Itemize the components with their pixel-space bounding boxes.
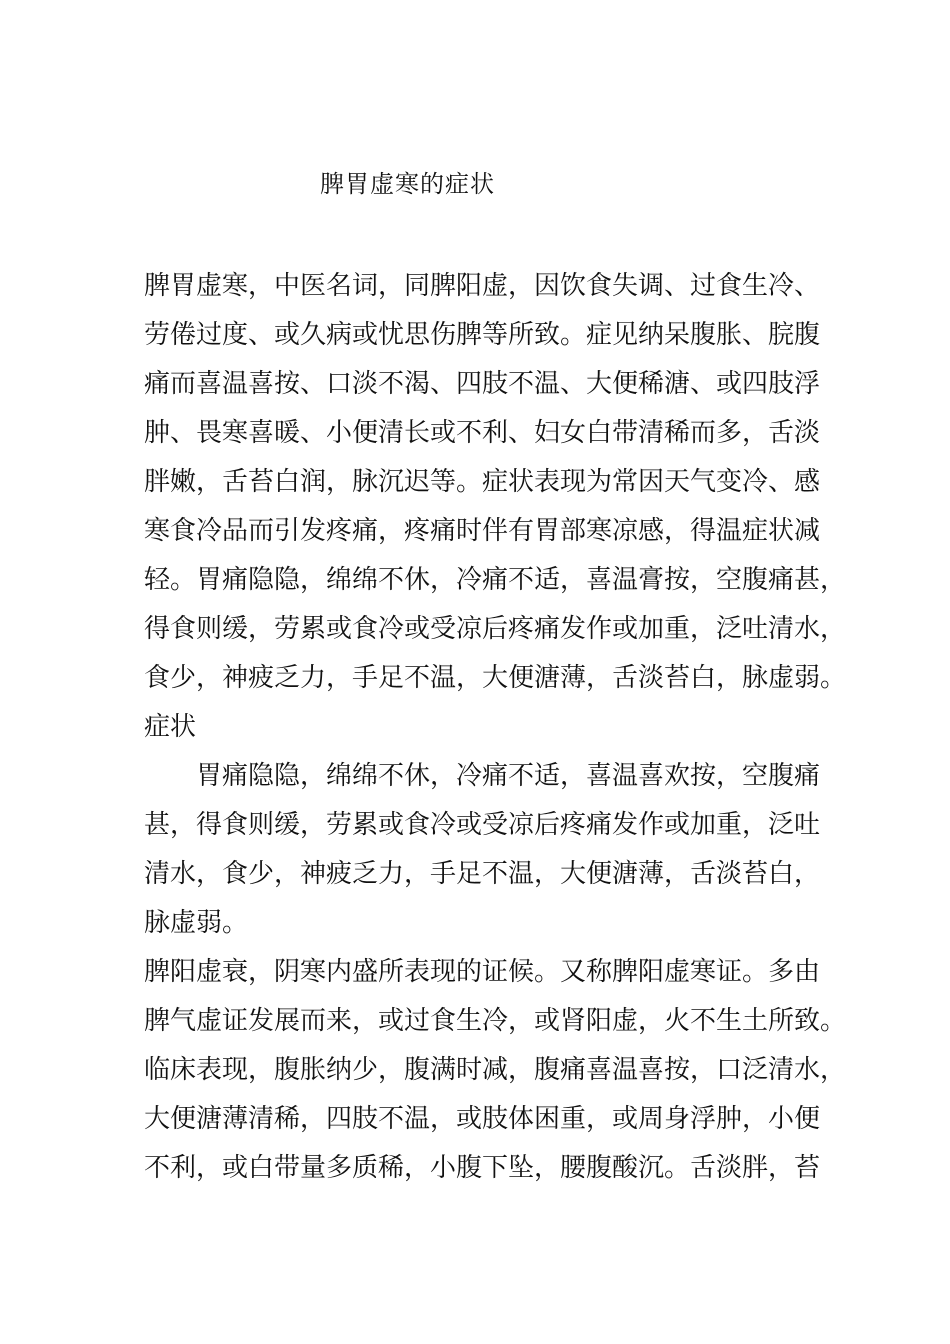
text-line: 轻。胃痛隐隐，绵绵不休，冷痛不适，喜温膏按，空腹痛甚， [144,565,847,595]
text-line: 痛而喜温喜按、口淡不渴、四肢不温、大便稀溏、或四肢浮 [144,369,821,399]
text-line: 脾气虚证发展而来，或过食生冷，或肾阳虚，火不生土所致。 [144,1006,847,1036]
text-line: 肿、畏寒喜暖、小便清长或不利、妇女白带清稀而多，舌淡 [144,418,821,448]
text-line: 脉虚弱。 [144,908,249,938]
text-line: 脾胃虚寒，中医名词，同脾阳虚，因饮食失调、过食生冷、 [144,271,821,301]
text-line: 得食则缓，劳累或食冷或受凉后疼痛发作或加重，泛吐清水， [144,614,847,644]
text-line: 大便溏薄清稀，四肢不温，或肢体困重，或周身浮肿，小便 [144,1104,821,1134]
document-title: 脾胃虚寒的症状 [320,170,495,198]
text-line: 食少，神疲乏力，手足不温，大便溏薄，舌淡苔白，脉虚弱。 [144,663,847,693]
document-body [144,262,847,1193]
text-line: 临床表现，腹胀纳少，腹满时减，腹痛喜温喜按，口泛清水， [144,1055,847,1085]
text-line: 清水，食少，神疲乏力，手足不温，大便溏薄，舌淡苔白， [144,859,821,889]
text-line: 胖嫩，舌苔白润，脉沉迟等。症状表现为常因天气变冷、感 [144,467,821,497]
text-line: 脾阳虚衰，阴寒内盛所表现的证候。又称脾阳虚寒证。多由 [144,957,821,987]
text-line: 不利，或白带量多质稀，小腹下坠，腰腹酸沉。舌淡胖，苔 [144,1153,821,1183]
text-line: 甚，得食则缓，劳累或食冷或受凉后疼痛发作或加重，泛吐 [144,810,821,840]
text-line: 胃痛隐隐，绵绵不休，冷痛不适，喜温喜欢按，空腹痛 [196,761,821,791]
text-line: 寒食冷品而引发疼痛，疼痛时伴有胃部寒凉感，得温症状减 [144,516,821,546]
text-line: 症状 [144,712,197,742]
text-line: 劳倦过度、或久病或忧思伤脾等所致。症见纳呆腹胀、脘腹 [144,320,821,350]
